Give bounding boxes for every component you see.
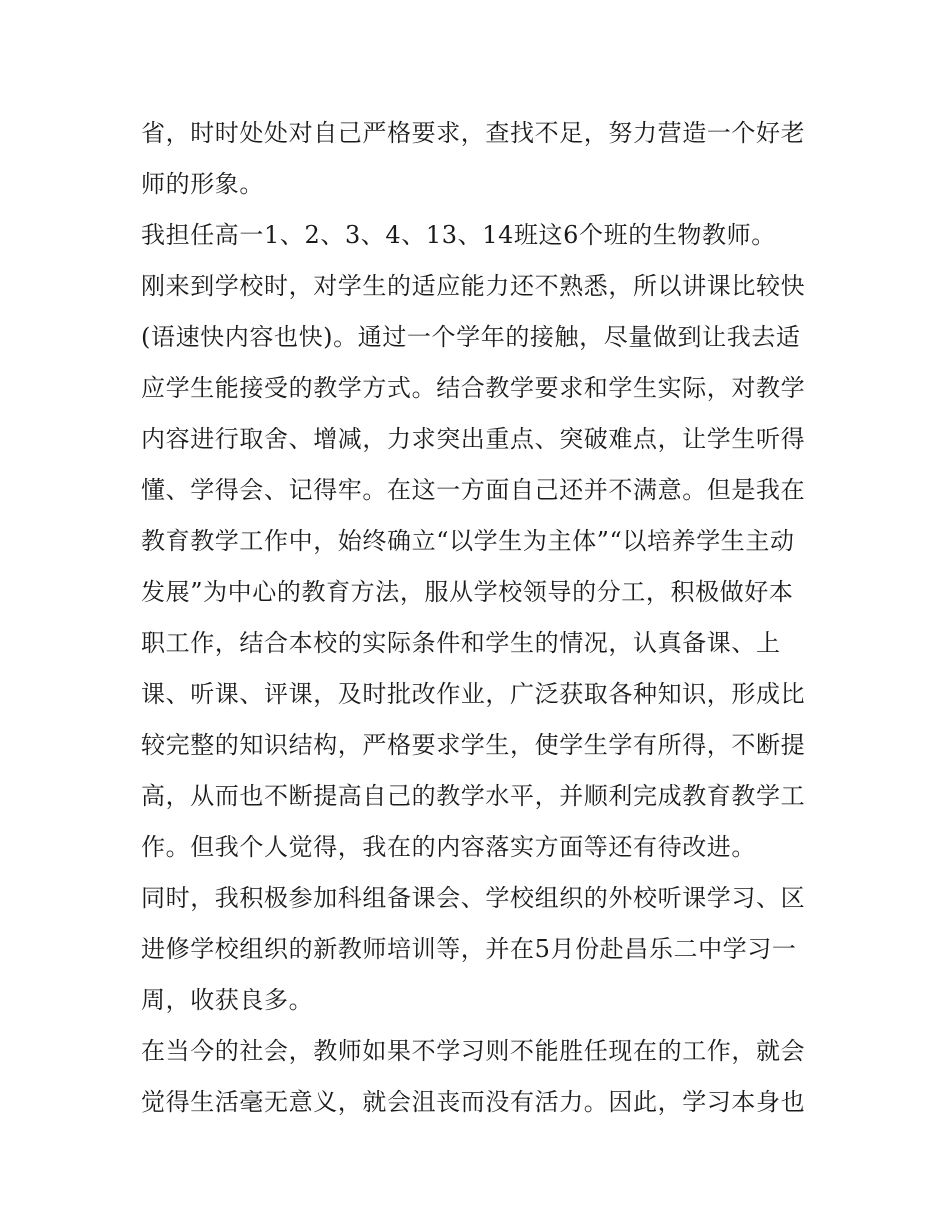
text-line: 同时，我积极参加科组备课会、学校组织的外校听课学习、区	[141, 884, 806, 912]
text-line: 进修学校组织的新教师培训等，并在5月份赴昌乐二中学习一	[141, 935, 797, 963]
text-line: 职工作，结合本校的实际条件和学生的情况，认真备课、上	[141, 629, 781, 657]
body-text	[141, 108, 817, 1128]
text-line: 较完整的知识结构，严格要求学生，使学生学有所得，不断提	[141, 731, 806, 759]
text-line: 作。但我个人觉得，我在的内容落实方面等还有待改进。	[141, 833, 756, 861]
text-line: 内容进行取舍、增减，力求突出重点、突破难点，让学生听得	[141, 425, 806, 453]
text-line: 课、听课、评课，及时批改作业，广泛获取各种知识，形成比	[141, 680, 806, 708]
text-line: 省，时时处处对自己严格要求，查找不足，努力营造一个好老	[141, 119, 806, 147]
text-line: (语速快内容也快)。通过一个学年的接触，尽量做到让我去适	[141, 323, 801, 351]
text-line: 应学生能接受的教学方式。结合教学要求和学生实际，对教学	[141, 374, 806, 402]
text-line: 高，从而也不断提高自己的教学水平，并顺利完成教育教学工	[141, 782, 806, 810]
text-line: 刚来到学校时，对学生的适应能力还不熟悉，所以讲课比较快	[141, 272, 806, 300]
text-line: 我担任高一1、2、3、4、13、14班这6个班的生物教师。	[141, 221, 776, 249]
text-line: 师的形象。	[141, 170, 264, 198]
text-line: 在当今的社会，教师如果不学习则不能胜任现在的工作，就会	[141, 1037, 806, 1065]
text-line: 教育教学工作中，始终确立“以学生为主体”“以培养学生主动	[141, 527, 795, 555]
text-line: 周，收获良多。	[141, 986, 314, 1014]
text-line: 发展”为中心的教育方法，服从学校领导的分工，积极做好本	[141, 578, 794, 606]
text-line: 懂、学得会、记得牢。在这一方面自己还并不满意。但是我在	[141, 476, 806, 504]
text-line: 觉得生活毫无意义，就会沮丧而没有活力。因此，学习本身也	[141, 1088, 806, 1116]
